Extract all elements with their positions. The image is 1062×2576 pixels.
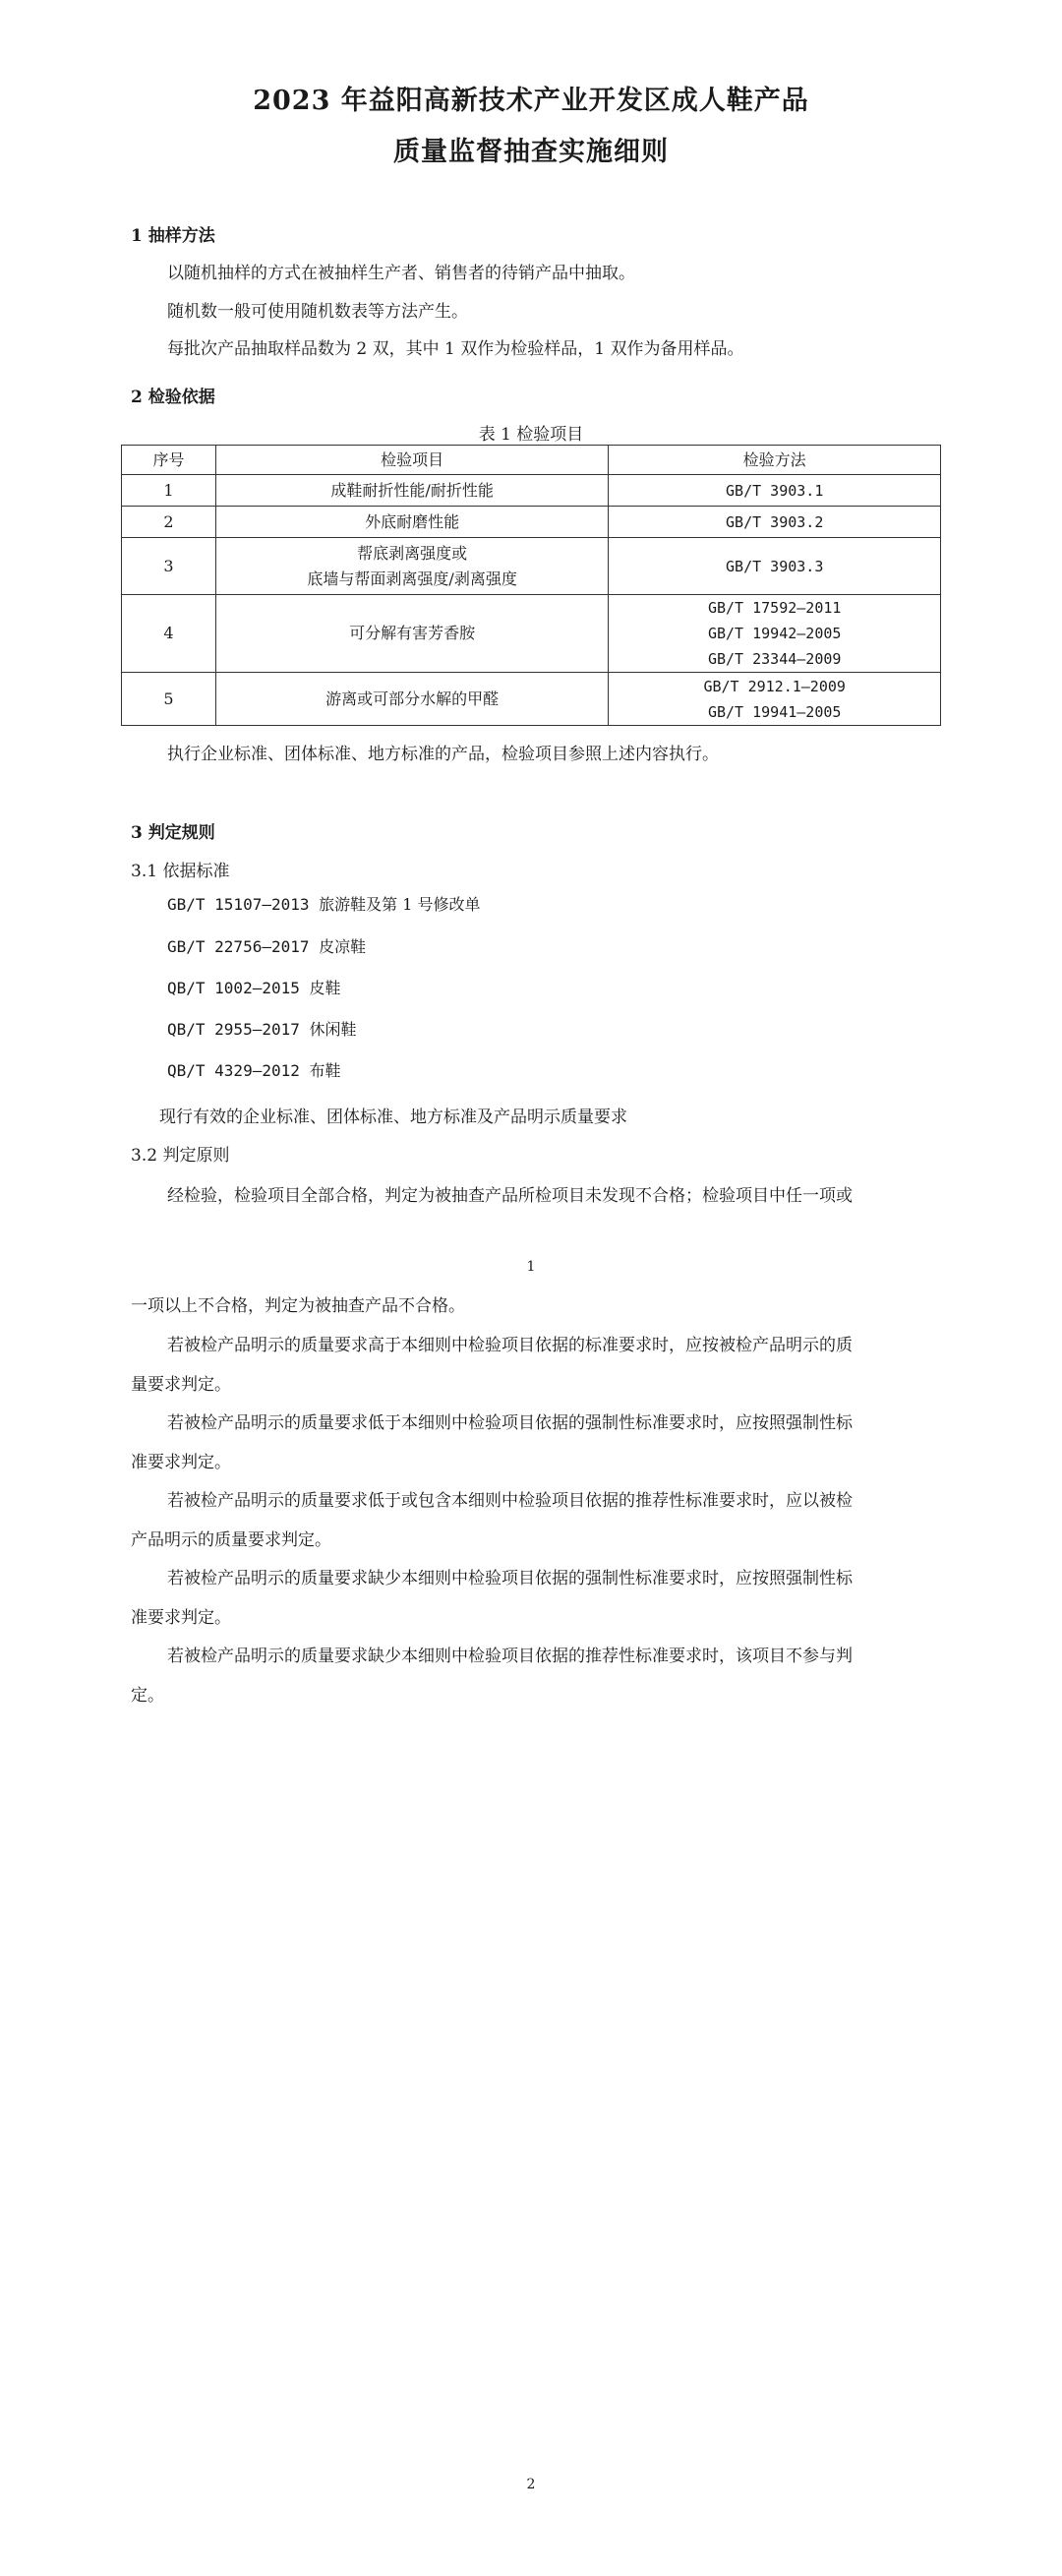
principle-continuation: 一项以上不合格，判定为被抽查产品不合格。: [131, 1296, 465, 1316]
standard-name: 皮鞋: [309, 979, 341, 997]
standards-note: 现行有效的企业标准、团体标准、地方标准及产品明示质量要求: [159, 1108, 627, 1127]
standard-name: 休闲鞋: [309, 1020, 357, 1039]
inspection-items-table: [121, 445, 941, 726]
table-header-cell: 检验方法: [609, 446, 941, 475]
rule-paragraph-line: 若被检产品明示的质量要求高于本细则中检验项目依据的标准要求时，应按被检产品明示的质: [167, 1336, 853, 1355]
standard-name: 布鞋: [309, 1061, 341, 1080]
table-caption: 表 1 检验项目: [478, 425, 584, 445]
rule-paragraph-line: 若被检产品明示的质量要求低于或包含本细则中检验项目依据的推荐性标准要求时，应以被检: [167, 1491, 853, 1511]
table-cell-no: 4: [122, 595, 216, 673]
table-cell-method-line: GB/T 3903.2: [726, 512, 824, 531]
section1-paragraph: 以随机抽样的方式在被抽样生产者、销售者的待销产品中抽取。: [167, 264, 635, 283]
table-cell-item-line: 游离或可部分水解的甲醛: [325, 689, 500, 708]
table-header-cell: 序号: [122, 446, 216, 475]
table-cell-method-line: GB/T 23344—2009: [707, 650, 842, 668]
standard-item: [167, 1058, 341, 1081]
section1-paragraph: 随机数一般可使用随机数表等方法产生。: [167, 302, 468, 322]
rule-paragraph-line: 若被检产品明示的质量要求缺少本细则中检验项目依据的强制性标准要求时，应按照强制性标: [167, 1569, 853, 1588]
document-title-line2: 质量监督抽查实施细则: [393, 137, 669, 167]
table-cell-no: 2: [122, 507, 216, 538]
table-cell-item-line: 成鞋耐折性能/耐折性能: [330, 480, 494, 500]
table-cell-no: 5: [122, 673, 216, 726]
section2-heading: 2 检验依据: [131, 388, 215, 407]
section1-paragraph: 每批次产品抽取样品数为 2 双，其中 1 双作为检验样品，1 双作为备用样品。: [167, 339, 744, 359]
section1-heading: 1 抽样方法: [131, 226, 215, 246]
table-header-row: [122, 446, 941, 475]
standard-code: QB/T 2955—2017: [167, 1020, 300, 1039]
table-cell-item-line: 可分解有害芳香胺: [349, 624, 476, 642]
table-cell-item: [215, 595, 608, 673]
table-cell-method-line: GB/T 19942—2005: [707, 625, 842, 642]
section2-note: 执行企业标准、团体标准、地方标准的产品，检验项目参照上述内容执行。: [167, 745, 719, 764]
table-cell-item: [215, 507, 608, 538]
rule-paragraph-line: 量要求判定。: [131, 1375, 231, 1395]
table-cell-no: 1: [122, 475, 216, 507]
table-row: [122, 595, 941, 673]
table-cell-item-line: 底墙与帮面剥离强度/剥离强度: [307, 569, 517, 588]
table-cell-item: [215, 538, 608, 595]
standard-code: GB/T 22756—2017: [167, 937, 310, 956]
table-cell-method: [609, 673, 941, 726]
rule-paragraph-line: 产品明示的质量要求判定。: [131, 1530, 331, 1550]
standard-item: [167, 934, 366, 957]
standard-item: [167, 892, 481, 915]
table-cell-no: 3: [122, 538, 216, 595]
table-row: [122, 475, 941, 507]
page-number: 2: [526, 2477, 536, 2492]
table-row: [122, 673, 941, 726]
rule-paragraph-line: 若被检产品明示的质量要求低于本细则中检验项目依据的强制性标准要求时，应按照强制性标: [167, 1413, 853, 1433]
section3-2-heading: 3.2 判定原则: [131, 1146, 230, 1166]
page-number: 1: [526, 1259, 536, 1275]
table-cell-method-line: GB/T 17592—2011: [707, 599, 842, 617]
standard-name: 旅游鞋及第 1 号修改单: [319, 895, 481, 914]
table-cell-item-line: 帮底剥离强度或: [357, 543, 468, 563]
table-cell-method-line: GB/T 3903.3: [726, 557, 824, 575]
principle-paragraph: 经检验，检验项目全部合格，判定为被抽查产品所检项目未发现不合格；检验项目中任一项或: [167, 1186, 853, 1206]
table-cell-method: [609, 507, 941, 538]
table-cell-method-line: GB/T 2912.1—2009: [703, 677, 846, 695]
rule-paragraph-line: 准要求判定。: [131, 1608, 231, 1628]
section3-1-heading: 3.1 依据标准: [131, 862, 230, 881]
table-cell-method-line: GB/T 3903.1: [726, 481, 824, 500]
standard-code: QB/T 4329—2012: [167, 1061, 300, 1080]
table-row: [122, 507, 941, 538]
standard-code: QB/T 1002—2015: [167, 979, 300, 997]
standard-name: 皮凉鞋: [319, 937, 367, 956]
section3-heading: 3 判定规则: [131, 823, 215, 843]
table-header-cell: 检验项目: [215, 446, 608, 475]
standard-item: [167, 1017, 357, 1040]
table-cell-item: [215, 475, 608, 507]
document-title-line1: 2023 年益阳高新技术产业开发区成人鞋产品: [253, 86, 809, 116]
table-cell-method: [609, 475, 941, 507]
rule-paragraph-line: 准要求判定。: [131, 1453, 231, 1472]
table-row: [122, 538, 941, 595]
standard-item: [167, 976, 341, 998]
standard-code: GB/T 15107—2013: [167, 895, 310, 914]
table-cell-method: [609, 595, 941, 673]
rule-paragraph-line: 定。: [131, 1686, 164, 1706]
table-cell-item: [215, 673, 608, 726]
rule-paragraph-line: 若被检产品明示的质量要求缺少本细则中检验项目依据的推荐性标准要求时，该项目不参与判: [167, 1647, 853, 1666]
table-cell-method: [609, 538, 941, 595]
table-cell-method-line: GB/T 19941—2005: [707, 702, 842, 721]
table-cell-item-line: 外底耐磨性能: [365, 511, 460, 531]
